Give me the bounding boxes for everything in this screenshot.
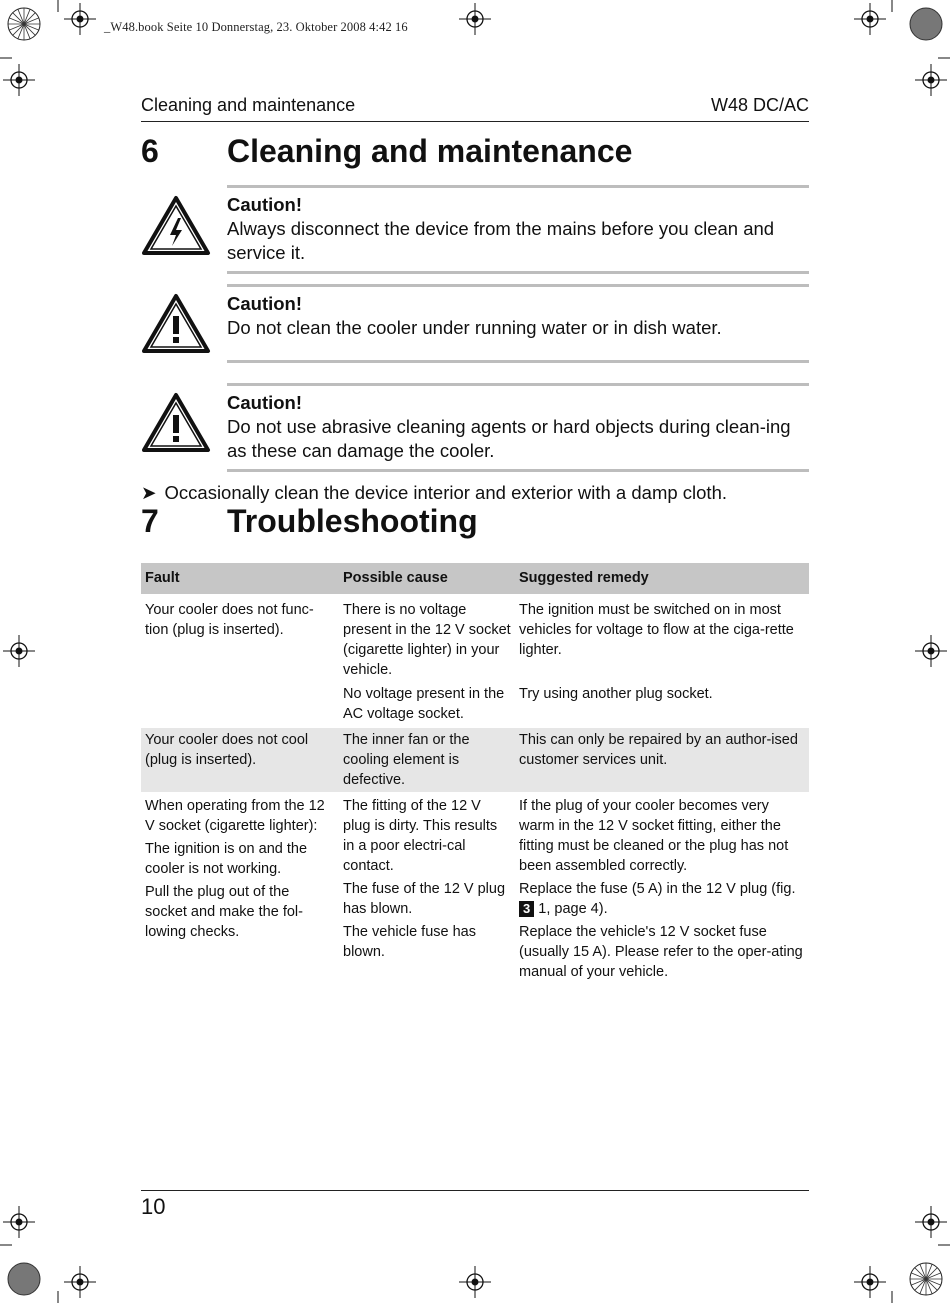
cause-cell: There is no voltage present in the 12 V socket (cigarette lighter) in your vehicle. [343,602,511,678]
caution-text-box [227,383,809,472]
caution-heading: Caution! [227,293,303,314]
section-6-title [141,133,632,170]
remedy-text: Replace the fuse (5 A) in the 12 V plug (fig. [519,881,796,897]
cause-line: The fitting of the 12 V plug is dirty. This results in a poor electri-cal contact. [343,798,498,874]
header-model-name: W48 DC/AC [710,95,809,115]
fault-cell: Your cooler does not cool (plug is inserted). [141,728,339,792]
column-header-cause: Possible cause [339,563,515,594]
remedy-cell [515,792,809,984]
table-row [141,594,809,682]
remedy-text: 1, page 4). [538,901,608,917]
remedy-line: If the plug of your cooler becomes very warm in the 12 V socket fitting, either the fitting must be cleaned or the plug has not been assembled correctly. [519,798,789,874]
caution-message: Do not clean the cooler under running water or in dish water. [227,317,722,338]
section-heading: Troubleshooting [227,503,478,539]
electric-shock-warning-icon [141,195,211,257]
column-header-fault: Fault [141,563,339,594]
troubleshooting-table [141,563,809,984]
exclamation-warning-icon [141,293,211,355]
instruction-text: Occasionally clean the device interior and exterior with a damp cloth. [164,482,727,503]
page-number: 10 [141,1194,166,1219]
arrow-bullet-icon: ➤ [141,482,157,503]
section-7-title [141,503,478,540]
caution-heading: Caution! [227,392,303,413]
remedy-line: Replace the vehicle's 12 V socket fuse (usually 15 A). Please refer to the oper-ating manual of your vehicle. [519,924,803,980]
remedy-cell: This can only be repaired by an author-ised customer services unit. [515,728,809,792]
caution-message: Always disconnect the device from the mains before you clean and service it. [227,218,775,263]
fault-cell [141,792,339,984]
section-number: 6 [141,133,159,169]
fault-line: Pull the plug out of the socket and make the fol-lowing checks. [145,884,303,940]
figure-number-badge: 3 [519,901,534,917]
table-header-row [141,563,809,594]
cause-line: The fuse of the 12 V plug has blown. [343,881,506,917]
table-row [141,728,809,792]
fault-line: The ignition is on and the cooler is not working. [145,841,308,877]
caution-message: Do not use abrasive cleaning agents or hard objects during clean-ing as these can damage the cooler. [227,416,791,461]
print-info-line: _W48.book Seite 10 Donnerstag, 23. Oktober 2008 4:42 16 [104,20,408,34]
running-header [141,95,809,122]
exclamation-warning-icon [141,392,211,454]
cause-cell: The inner fan or the cooling element is defective. [339,728,515,792]
cause-cell [339,792,515,984]
caution-heading: Caution! [227,194,303,215]
cause-cell: No voltage present in the AC voltage socket. [343,686,505,722]
fault-line: When operating from the 12 V socket (cigarette lighter): [145,798,325,834]
cause-line: The vehicle fuse has blown. [343,924,476,960]
caution-text-box [227,185,809,274]
remedy-cell: The ignition must be switched on in most vehicles for voltage to flow at the ciga-rette lighter. [519,602,794,658]
caution-text-box [227,284,809,363]
section-number: 7 [141,503,159,539]
header-section-name: Cleaning and maintenance [141,95,356,115]
remedy-cell: Try using another plug socket. [519,686,713,702]
section-heading: Cleaning and maintenance [227,133,633,169]
column-header-remedy: Suggested remedy [515,563,809,594]
remedy-line [519,879,805,919]
table-row [141,792,809,984]
footer-divider [141,1190,809,1191]
fault-cell: Your cooler does not func-tion (plug is inserted). [145,602,314,638]
instruction-step [141,482,727,504]
